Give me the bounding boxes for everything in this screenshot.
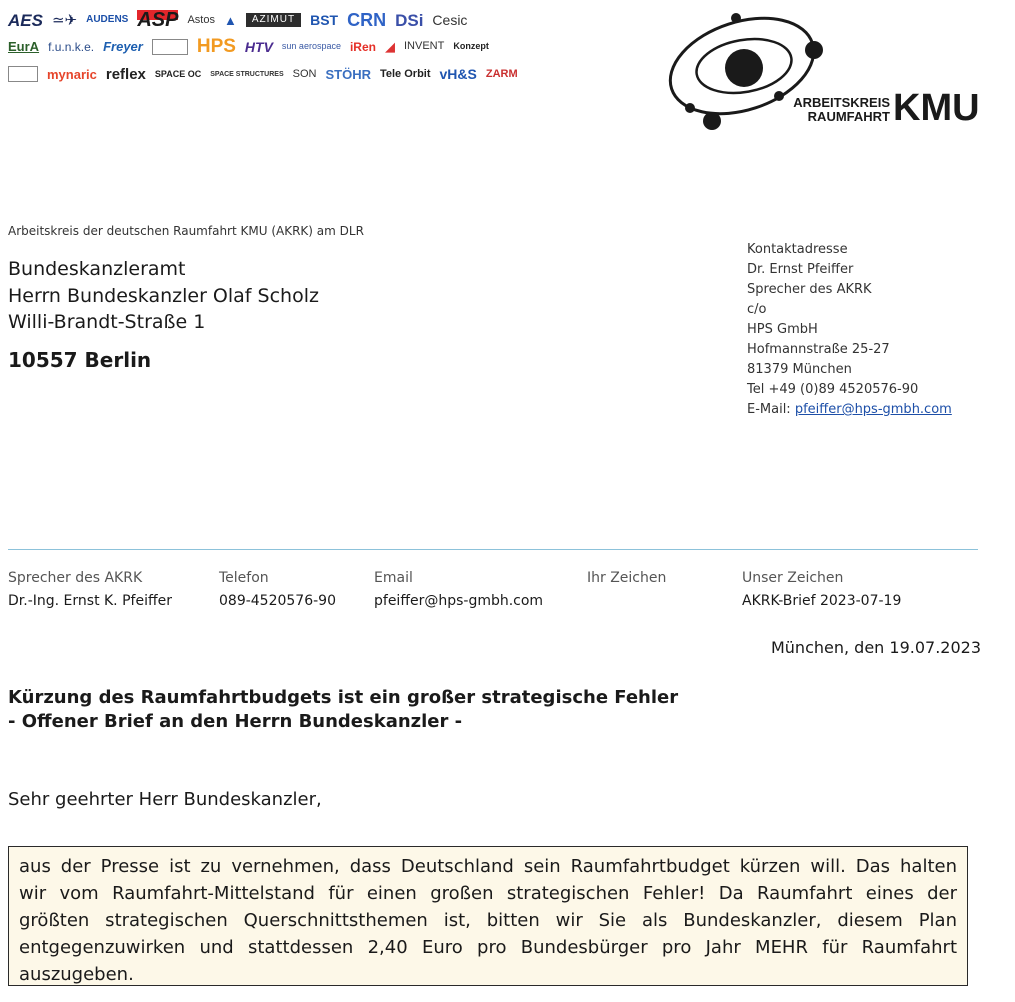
- logo-space-oc: SPACE OC: [154, 68, 202, 79]
- body-line: wir vom Raumfahrt-Mittelstand für einen großen strategischen Fehler! Da Raumfahrt eines der: [19, 883, 957, 904]
- meta-phone-label: Telefon: [219, 570, 269, 586]
- meta-email-value: pfeiffer@hps-gmbh.com: [374, 593, 544, 609]
- logo-hps: HPS: [196, 36, 236, 57]
- contact-email-label: E-Mail:: [747, 402, 795, 417]
- header-divider: [8, 549, 978, 550]
- signal-logo-icon: ◢: [384, 39, 395, 54]
- meta-our-ref-value: AKRK-Brief 2023-07-19: [742, 593, 902, 609]
- body-line: aus der Presse ist zu vernehmen, dass Deutschland sein Raumfahrtbudget kürzen will. Das halten: [19, 856, 957, 877]
- triangle-logo-icon: ▲: [223, 12, 237, 28]
- org-logo-line1: ARBEITSKREIS: [793, 95, 890, 110]
- meta-speaker-label: Sprecher des AKRK: [8, 570, 143, 586]
- partner-logos-row-3: [8, 66, 527, 82]
- body-line: entgegenzuwirken und stattdessen 2,40 Euro pro Bundesbürger pro Jahr MEHR für Raumfahrt: [19, 937, 957, 958]
- logo-mynaric: mynaric: [47, 66, 97, 82]
- logo-eura: EurA: [8, 39, 40, 54]
- highlight-paragraph-box: [8, 846, 968, 986]
- logo-invent: INVENT: [403, 40, 445, 52]
- logo-astos: Astos: [187, 13, 215, 26]
- logo-placeholder-icon: [152, 39, 188, 55]
- recipient-line-2: Herrn Bundeskanzler Olaf Scholz: [8, 285, 319, 307]
- logo-cesic: Cesic: [432, 12, 468, 28]
- contact-email-link[interactable]: pfeiffer@hps-gmbh.com: [794, 402, 952, 417]
- partner-logos-row-1: [8, 10, 476, 30]
- logo-son: SON: [292, 67, 317, 80]
- logo-iren: iRen: [349, 39, 376, 54]
- contact-name: Dr. Ernst Pfeiffer: [747, 262, 854, 277]
- contact-tel: Tel +49 (0)89 4520576-90: [747, 382, 919, 397]
- contact-block: [747, 240, 952, 420]
- logo-azimut: AZIMUT: [246, 13, 301, 27]
- logo-stohr: STÖHR: [325, 66, 371, 82]
- logo-asp: ASP: [137, 9, 179, 31]
- greeting: Sehr geehrter Herr Bundeskanzler,: [8, 789, 322, 810]
- logo-bst: BST: [310, 12, 339, 28]
- logo-aes: AES: [8, 10, 43, 30]
- logo-reflex: reflex: [105, 65, 146, 83]
- logo-space-structures: SPACE STRUCTURES: [210, 70, 284, 78]
- org-logo-text: [790, 96, 890, 124]
- logo-vhs: vH&S: [439, 66, 477, 82]
- meta-speaker-value: Dr.-Ing. Ernst K. Pfeiffer: [8, 593, 172, 609]
- logo-zarm: ZARM: [485, 67, 518, 80]
- logo-audens: AUDENS: [86, 14, 129, 25]
- body-line: auszugeben.: [19, 964, 134, 985]
- subject-line-2: - Offener Brief an den Herrn Bundeskanzler -: [8, 711, 463, 732]
- contact-role: Sprecher des AKRK: [747, 282, 872, 297]
- meta-their-ref-label: Ihr Zeichen: [587, 570, 667, 586]
- logo-crn: CRN: [347, 10, 387, 30]
- logo-funke: f.u.n.k.e.: [48, 39, 95, 54]
- recipient-line-3: Willi-Brandt-Straße 1: [8, 311, 206, 333]
- subject-line-1: Kürzung des Raumfahrtbudgets ist ein großer strategische Fehler: [8, 687, 679, 708]
- org-logo-line2: RAUMFAHRT: [807, 109, 890, 124]
- logo-tele-orbit: Tele Orbit: [379, 67, 431, 80]
- recipient-city: 10557 Berlin: [8, 348, 152, 372]
- contact-heading: Kontaktadresse: [747, 242, 848, 257]
- contact-city: 81379 München: [747, 362, 852, 377]
- org-logo-kmu: KMU: [893, 87, 980, 129]
- contact-co: c/o: [747, 302, 767, 317]
- meta-phone-value: 089-4520576-90: [219, 593, 336, 609]
- partner-logos-row-2: [8, 37, 498, 56]
- sender-return-line: Arbeitskreis der deutschen Raumfahrt KMU (AKRK) am DLR: [8, 224, 364, 238]
- recipient-line-1: Bundeskanzleramt: [8, 258, 186, 280]
- letter-date: München, den 19.07.2023: [770, 638, 981, 657]
- body-line: größten strategischen Querschnittsthemen ist, bitten wir Sie als Bundeskanzler, diesem Plan: [19, 910, 957, 931]
- logo-htv: HTV: [244, 38, 273, 55]
- logo-konzept: Konzept: [453, 41, 489, 51]
- contact-street: Hofmannstraße 25-27: [747, 342, 890, 357]
- plane-icon: ≃✈: [51, 11, 78, 29]
- logo-freyer: Freyer: [103, 39, 143, 54]
- logo-placeholder-icon: [8, 66, 38, 82]
- meta-our-ref-label: Unser Zeichen: [742, 570, 844, 586]
- meta-email-label: Email: [374, 570, 413, 586]
- logo-sun-aerospace: sun aerospace: [281, 41, 341, 51]
- contact-email-line: [747, 400, 952, 420]
- contact-company: HPS GmbH: [747, 322, 818, 337]
- logo-dsi: DSi: [395, 10, 424, 30]
